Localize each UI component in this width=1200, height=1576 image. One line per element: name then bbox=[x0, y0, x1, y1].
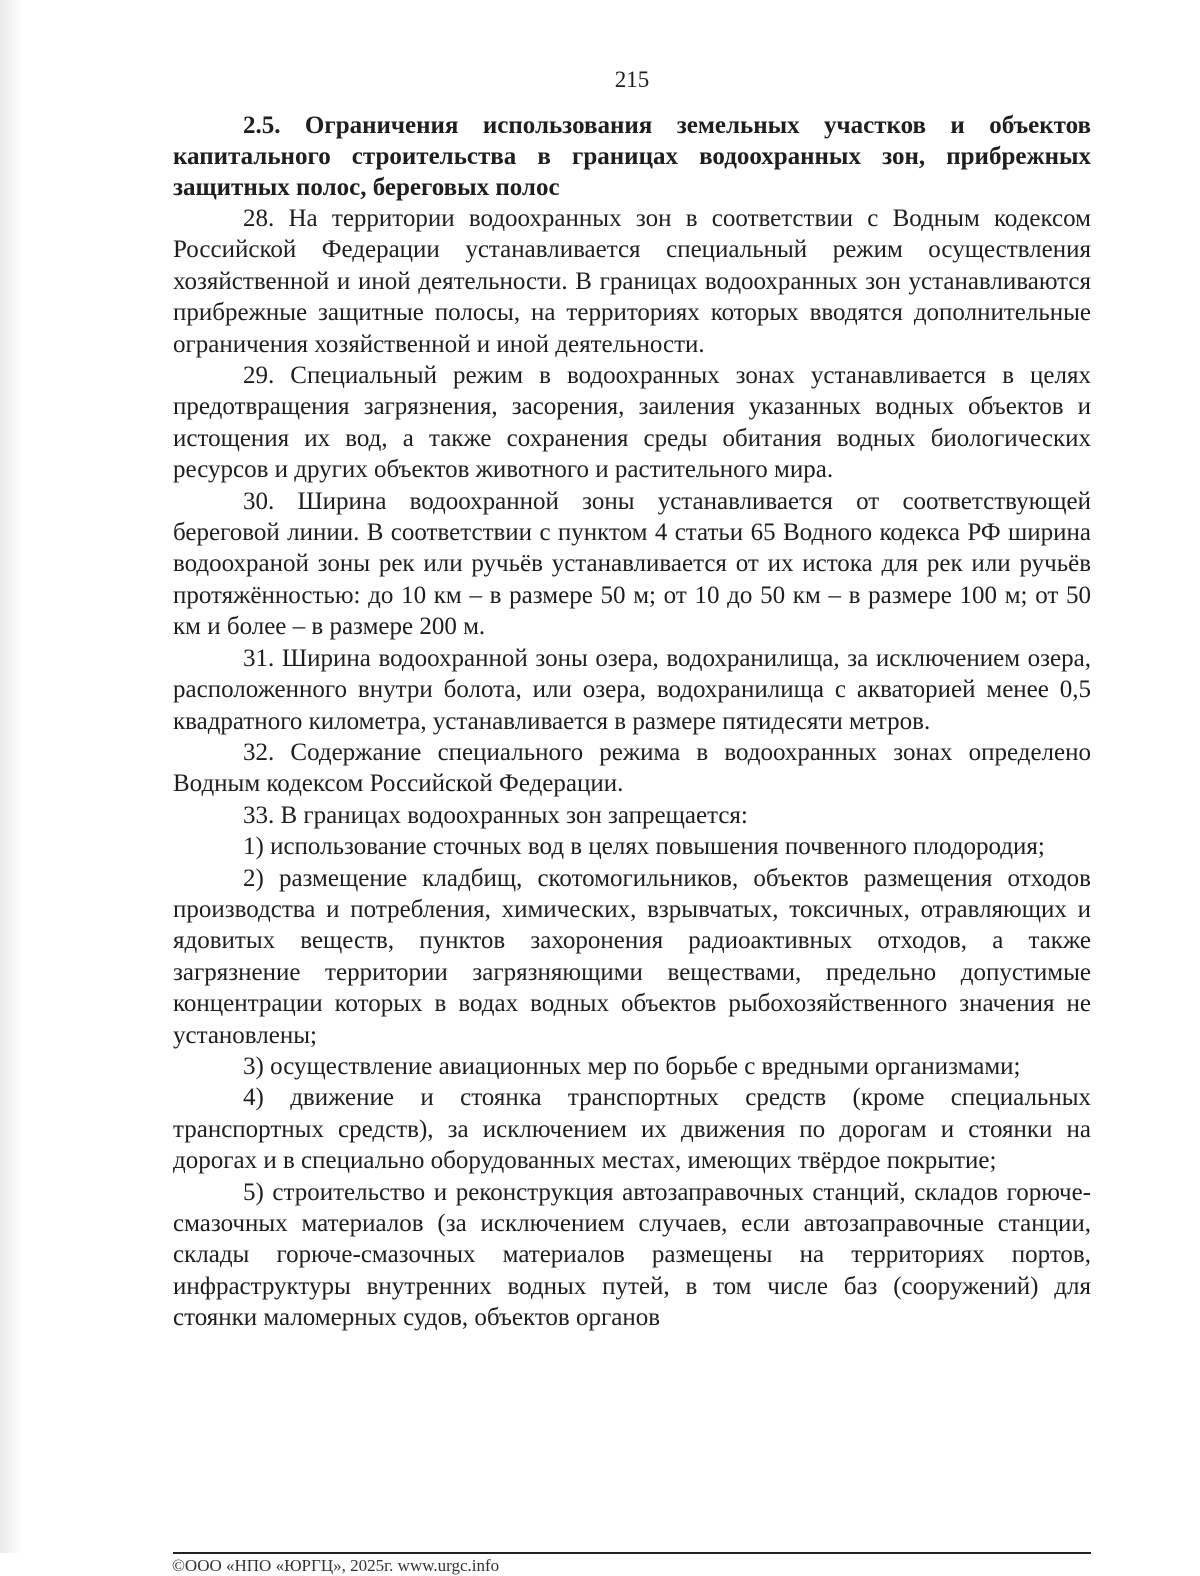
paragraph-31: 31. Ширина водоохранной зоны озера, водохранилища, за исключением озера, расположенного внутри болота, или озера, водохранилища с акваторией менее 0,5 квадратного километра, устанавливается в размере пятидесяти метров. bbox=[173, 644, 1091, 735]
document-page bbox=[173, 62, 1091, 1334]
paragraph-32: 32. Содержание специального режима в водоохранных зонах определено Водным кодексом Российской Федерации. bbox=[173, 738, 1091, 798]
list-item-1: 1) использование сточных вод в целях повышения почвенного плодородия; bbox=[243, 833, 1045, 861]
paragraph-30: 30. Ширина водоохранной зоны устанавливается от соответствующей береговой линии. В соответствии с пунктом 4 статьи 65 Водного кодекса РФ ширина водоохраной зоны рек или ручьёв устанавливается от их истока для рек или ручьёв протяжённостью: до 10 км – в размере 50 м; от 10 до 50 км – в размере 100 м; от 50 км и более – в размере 200 м. bbox=[173, 487, 1091, 641]
section-heading: 2.5. Ограничения использования земельных участков и объектов капитального строительства в границах водоохранных зон, прибрежных защитных полос, береговых полос bbox=[173, 112, 1091, 201]
paragraph-33: 33. В границах водоохранных зон запрещается: bbox=[243, 801, 748, 829]
list-item-3: 3) осуществление авиационных мер по борьбе с вредными организмами; bbox=[243, 1052, 1021, 1080]
list-item-4: 4) движение и стоянка транспортных средств (кроме специальных транспортных средств), за исключением их движения по дорогам и стоянки на дорогах и в специально оборудованных местах, имеющих твёрдое покрытие; bbox=[173, 1084, 1091, 1175]
footer-copyright: ©ООО «НПО «ЮРГЦ», 2025г. www.urgc.info bbox=[172, 1556, 500, 1575]
scan-edge-shadow bbox=[0, 0, 22, 1553]
page-number: 215 bbox=[614, 67, 650, 92]
paragraph-28: 28. На территории водоохранных зон в соответствии с Водным кодексом Российской Федерации устанавливается специальный режим осуществления хозяйственной и иной деятельности. В границах водоохранных зон устанавливаются прибрежные защитные полосы, на территориях которых вводятся дополнительные ограничения хозяйственной и иной деятельности. bbox=[173, 205, 1091, 358]
list-item-5: 5) строительство и реконструкция автозаправочных станций, складов горюче-смазочных материалов (за исключением случаев, если автозаправочные станции, склады горюче-смазочных материалов размещены на территориях портов, инфраструктуры внутренних водных путей, в том числе баз (сооружений) для стоянки маломерных судов, объектов органов bbox=[173, 1178, 1091, 1332]
footer-divider bbox=[173, 1552, 1091, 1554]
paragraph-29: 29. Специальный режим в водоохранных зонах устанавливается в целях предотвращения загрязнения, засорения, заиления указанных водных объектов и истощения их вод, а также сохранения среды обитания водных биологических ресурсов и других объектов животного и растительного мира. bbox=[173, 362, 1091, 484]
list-item-2: 2) размещение кладбищ, скотомогильников, объектов размещения отходов производства и потребления, химических, взрывчатых, токсичных, отравляющих и ядовитых веществ, пунктов захоронения радиоактивных отходов, а также загрязнение территории загрязняющими веществами, предельно допустимые концентрации которых в водах водных объектов рыбохозяйственного значения не установлены; bbox=[173, 864, 1091, 1049]
